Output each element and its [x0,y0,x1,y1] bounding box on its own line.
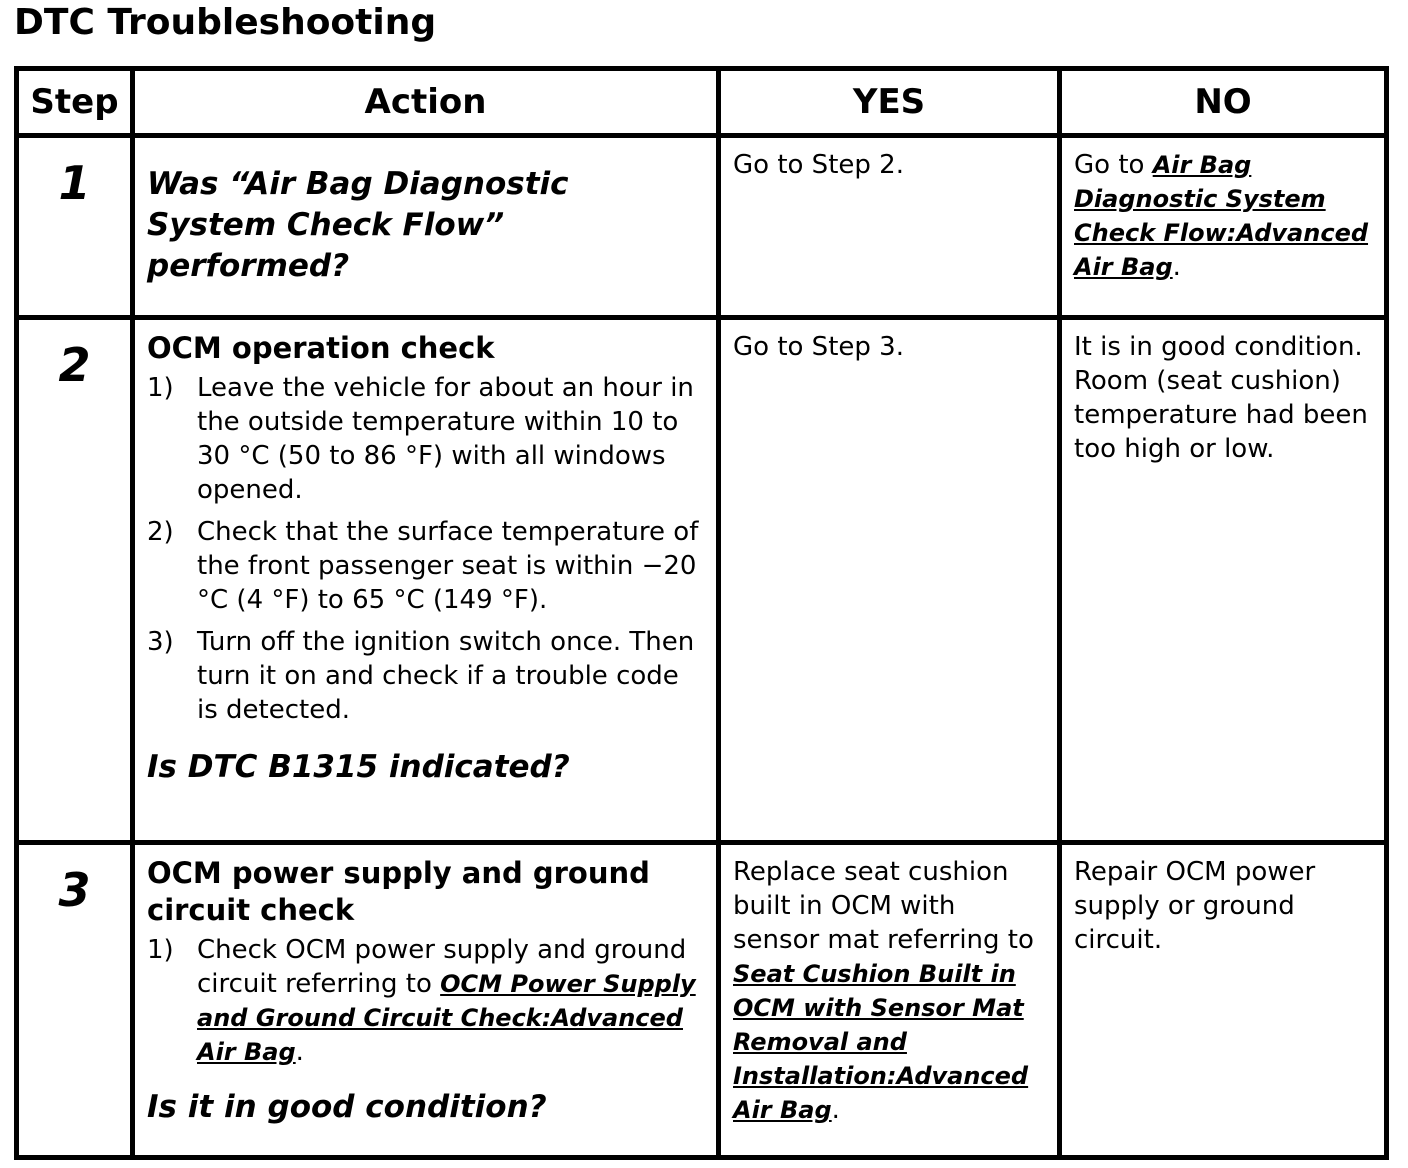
no-text: It is in good condition. Room (seat cushion) temperature had been too high or low. [1074,332,1368,464]
action-heading: OCM operation check [147,331,495,365]
header-action: Action [133,69,719,136]
step-number: 2 [58,338,91,392]
action-cell [133,136,719,318]
no-suffix: . [1172,252,1181,282]
step-cell [17,843,133,1158]
ocm-power-supply-link[interactable]: OCM Power Supply and Ground Circuit Check:Advanced Air Bag [197,970,696,1066]
table-row [17,843,1387,1158]
item-number: 1) [147,935,174,965]
yes-cell [719,136,1060,318]
no-prefix: Go to [1074,150,1153,180]
item-text: Leave the vehicle for about an hour in the outside temperature within 10 to 30 °C (50 to 86 °F) with all windows opened. [197,373,694,505]
header-row [17,69,1387,136]
seat-cushion-removal-link[interactable]: Seat Cushion Built in OCM with Sensor Mat Removal and Installation:Advanced Air Bag [733,960,1029,1124]
no-cell [1060,843,1387,1158]
table-row [17,318,1387,843]
item-prefix: Check OCM power supply and ground circuit referring to [197,935,687,999]
action-question: Was “Air Bag Diagnostic System Check Flow” performed? [147,166,569,284]
header-step: Step [17,69,133,136]
list-item [147,933,704,1069]
diagnostic-flow-link[interactable]: Air Bag Diagnostic System Check Flow:Advanced Air Bag [1074,151,1369,281]
action-cell [133,318,719,843]
list-item [147,625,704,727]
action-question: Is DTC B1315 indicated? [147,749,570,785]
item-suffix: . [295,1037,304,1067]
item-number: 2) [147,517,174,547]
yes-text [721,845,1057,1127]
header-yes: YES [719,69,1060,136]
yes-suffix: . [831,1095,840,1125]
no-text [1062,138,1384,284]
action-question: Is it in good condition? [147,1089,547,1125]
list-item [147,371,704,507]
yes-text: Go to Step 3. [733,332,904,362]
list-item [147,515,704,617]
action-steps [147,371,704,727]
step-number: 1 [58,156,91,210]
step-cell [17,136,133,318]
no-cell [1060,318,1387,843]
yes-prefix: Replace seat cushion built in OCM with sensor mat referring to [733,857,1034,955]
troubleshooting-table [14,66,1389,1160]
item-number: 3) [147,627,174,657]
item-text: Turn off the ignition switch once. Then turn it on and check if a trouble code is detected. [197,627,695,725]
step-cell [17,318,133,843]
action-steps [147,933,704,1069]
step-number: 3 [58,863,91,917]
yes-text: Go to Step 2. [733,150,904,180]
item-text: Check that the surface temperature of the front passenger seat is within −20 °C (4 °F) to 65 °C (149 °F). [197,517,699,615]
action-cell [133,843,719,1158]
no-text: Repair OCM power supply or ground circuit. [1074,857,1316,955]
yes-cell [719,318,1060,843]
page-title: DTC Troubleshooting [14,2,437,43]
yes-cell [719,843,1060,1158]
action-heading: OCM power supply and ground circuit check [147,856,650,927]
item-number: 1) [147,373,174,403]
header-no: NO [1060,69,1387,136]
table-row [17,136,1387,318]
item-text [197,933,704,1069]
no-cell [1060,136,1387,318]
